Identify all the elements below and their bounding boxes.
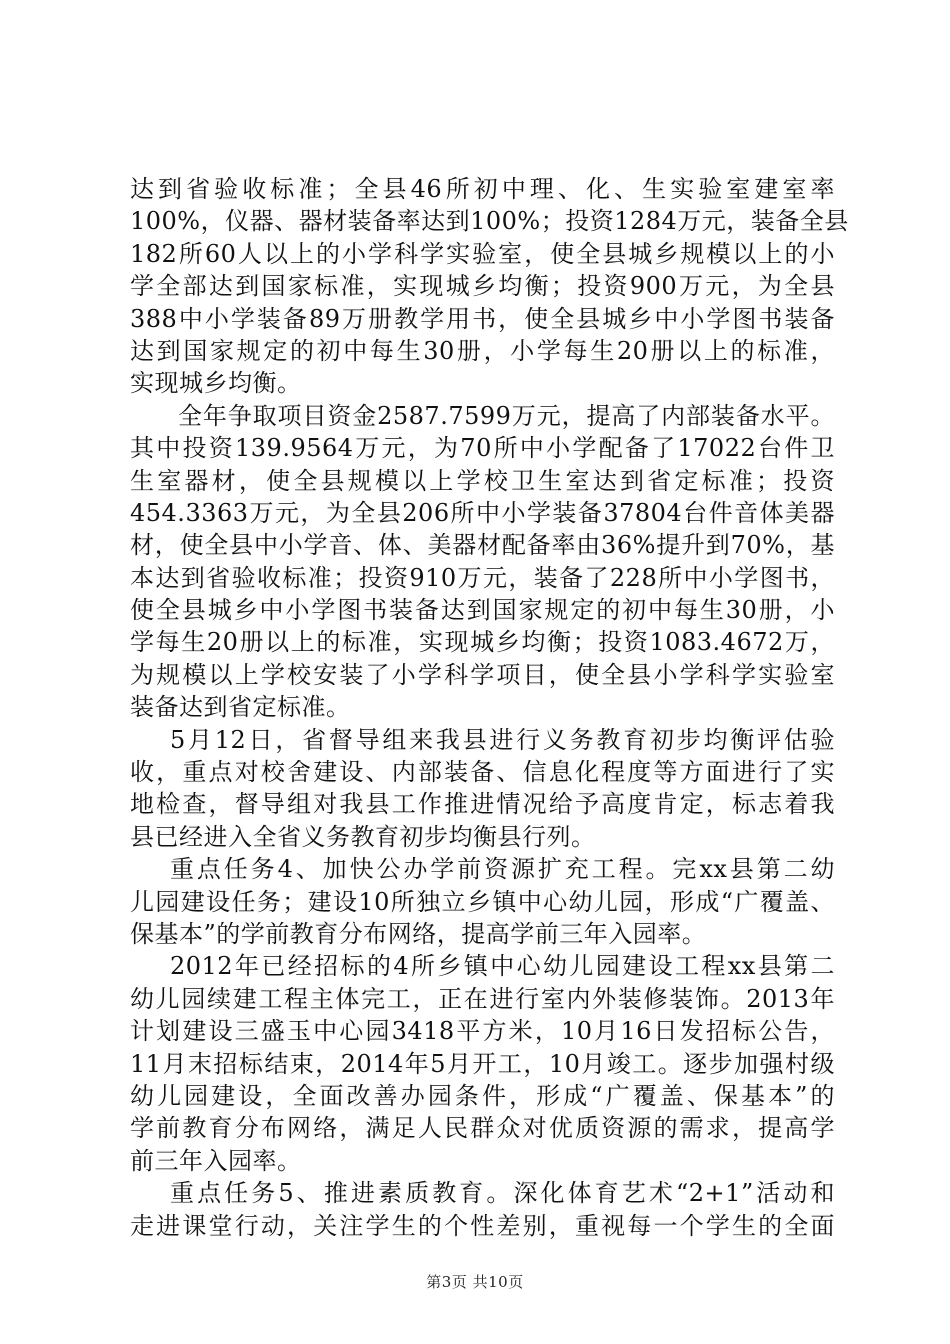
page-number-label: 第3页 共10页 bbox=[426, 1273, 524, 1291]
paragraph bbox=[130, 853, 835, 950]
text-line: 全年争取项目资金2587.7599万元，提高了内部装备水平。 bbox=[178, 401, 835, 430]
text-line: 学全部达到国家标准，实现城乡均衡；投资900万元，为全县 bbox=[130, 272, 835, 301]
text-line: 县已经进入全省义务教育初步均衡县行列。 bbox=[130, 822, 596, 851]
text-line: 使全县城乡中小学图书装备达到国家规定的初中每生30册，小 bbox=[130, 596, 835, 625]
text-line: 生室器材，使全县规模以上学校卫生室达到省定标准；投资 bbox=[130, 466, 835, 495]
text-line: 454.3363万元，为全县206所中小学装备37804台件音体美器 bbox=[130, 498, 835, 527]
text-line: 学每生20册以上的标准，实现城乡均衡；投资1083.4672万， bbox=[130, 628, 835, 657]
paragraph bbox=[130, 950, 835, 1177]
text-line: 儿园建设任务；建设10所独立乡镇中心幼儿园，形成“广覆盖、 bbox=[130, 887, 835, 916]
text-line: 其中投资139.9564万元，为70所中小学配备了17022台件卫 bbox=[130, 434, 835, 463]
text-line: 计划建设三盛玉中心园3418平方米，10月16日发招标公告， bbox=[130, 1017, 835, 1046]
text-line: 重点任务4、加快公办学前资源扩充工程。完xx县第二幼 bbox=[170, 855, 835, 884]
text-line: 达到国家规定的初中每生30册，小学每生20册以上的标准， bbox=[130, 336, 835, 365]
text-line: 前三年入园率。 bbox=[130, 1146, 302, 1175]
paragraph bbox=[130, 173, 849, 400]
text-line: 达到省验收标准；全县46所初中理、化、生实验室建室率 bbox=[130, 175, 835, 203]
text-line: 本达到省验收标准；投资910万元，装备了228所中小学图书， bbox=[130, 563, 835, 592]
paragraph bbox=[130, 1177, 835, 1242]
document-body bbox=[130, 173, 849, 1242]
text-line: 幼儿园建设，全面改善办园条件，形成“广覆盖、保基本”的 bbox=[130, 1081, 835, 1110]
text-line: 182所60人以上的小学科学实验室，使全县城乡规模以上的小 bbox=[130, 239, 835, 268]
page-footer bbox=[0, 1271, 950, 1292]
text-line: 2012年已经招标的4所乡镇中心幼儿园建设工程xx县第二 bbox=[170, 952, 835, 981]
text-line: 5月12日，省督导组来我县进行义务教育初步均衡评估验 bbox=[170, 725, 835, 754]
text-line: 保基本”的学前教育分布网络，提高学前三年入园率。 bbox=[130, 919, 707, 948]
text-line: 为规模以上学校安装了小学科学项目，使全县小学科学实验室 bbox=[130, 660, 835, 689]
text-line: 11月末招标结束，2014年5月开工，10月竣工。逐步加强村级 bbox=[130, 1049, 835, 1078]
text-line: 收，重点对校舍建设、内部装备、信息化程度等方面进行了实 bbox=[130, 758, 835, 787]
text-line: 材，使全县中小学音、体、美器材配备率由36%提升到70%，基 bbox=[130, 531, 835, 560]
text-line: 走进课堂行动，关注学生的个性差别，重视每一个学生的全面 bbox=[130, 1211, 835, 1240]
paragraph bbox=[130, 724, 835, 854]
text-line: 学前教育分布网络，满足人民群众对优质资源的需求，提高学 bbox=[130, 1114, 835, 1143]
text-line: 装备达到省定标准。 bbox=[130, 693, 351, 722]
text-line: 388中小学装备89万册教学用书，使全县城乡中小学图书装备 bbox=[130, 304, 835, 333]
text-line: 地检查，督导组对我县工作推进情况给予高度肯定，标志着我 bbox=[130, 790, 835, 819]
text-line: 实现城乡均衡。 bbox=[130, 369, 302, 398]
text-line: 幼儿园续建工程主体完工，正在进行室内外装修装饰。2013年 bbox=[130, 984, 835, 1013]
text-line: 重点任务5、推进素质教育。深化体育艺术“2+1”活动和 bbox=[170, 1179, 835, 1208]
paragraph bbox=[130, 400, 835, 724]
text-line: 100%，仪器、器材装备率达到100%；投资1284万元，装备全县 bbox=[130, 207, 849, 236]
